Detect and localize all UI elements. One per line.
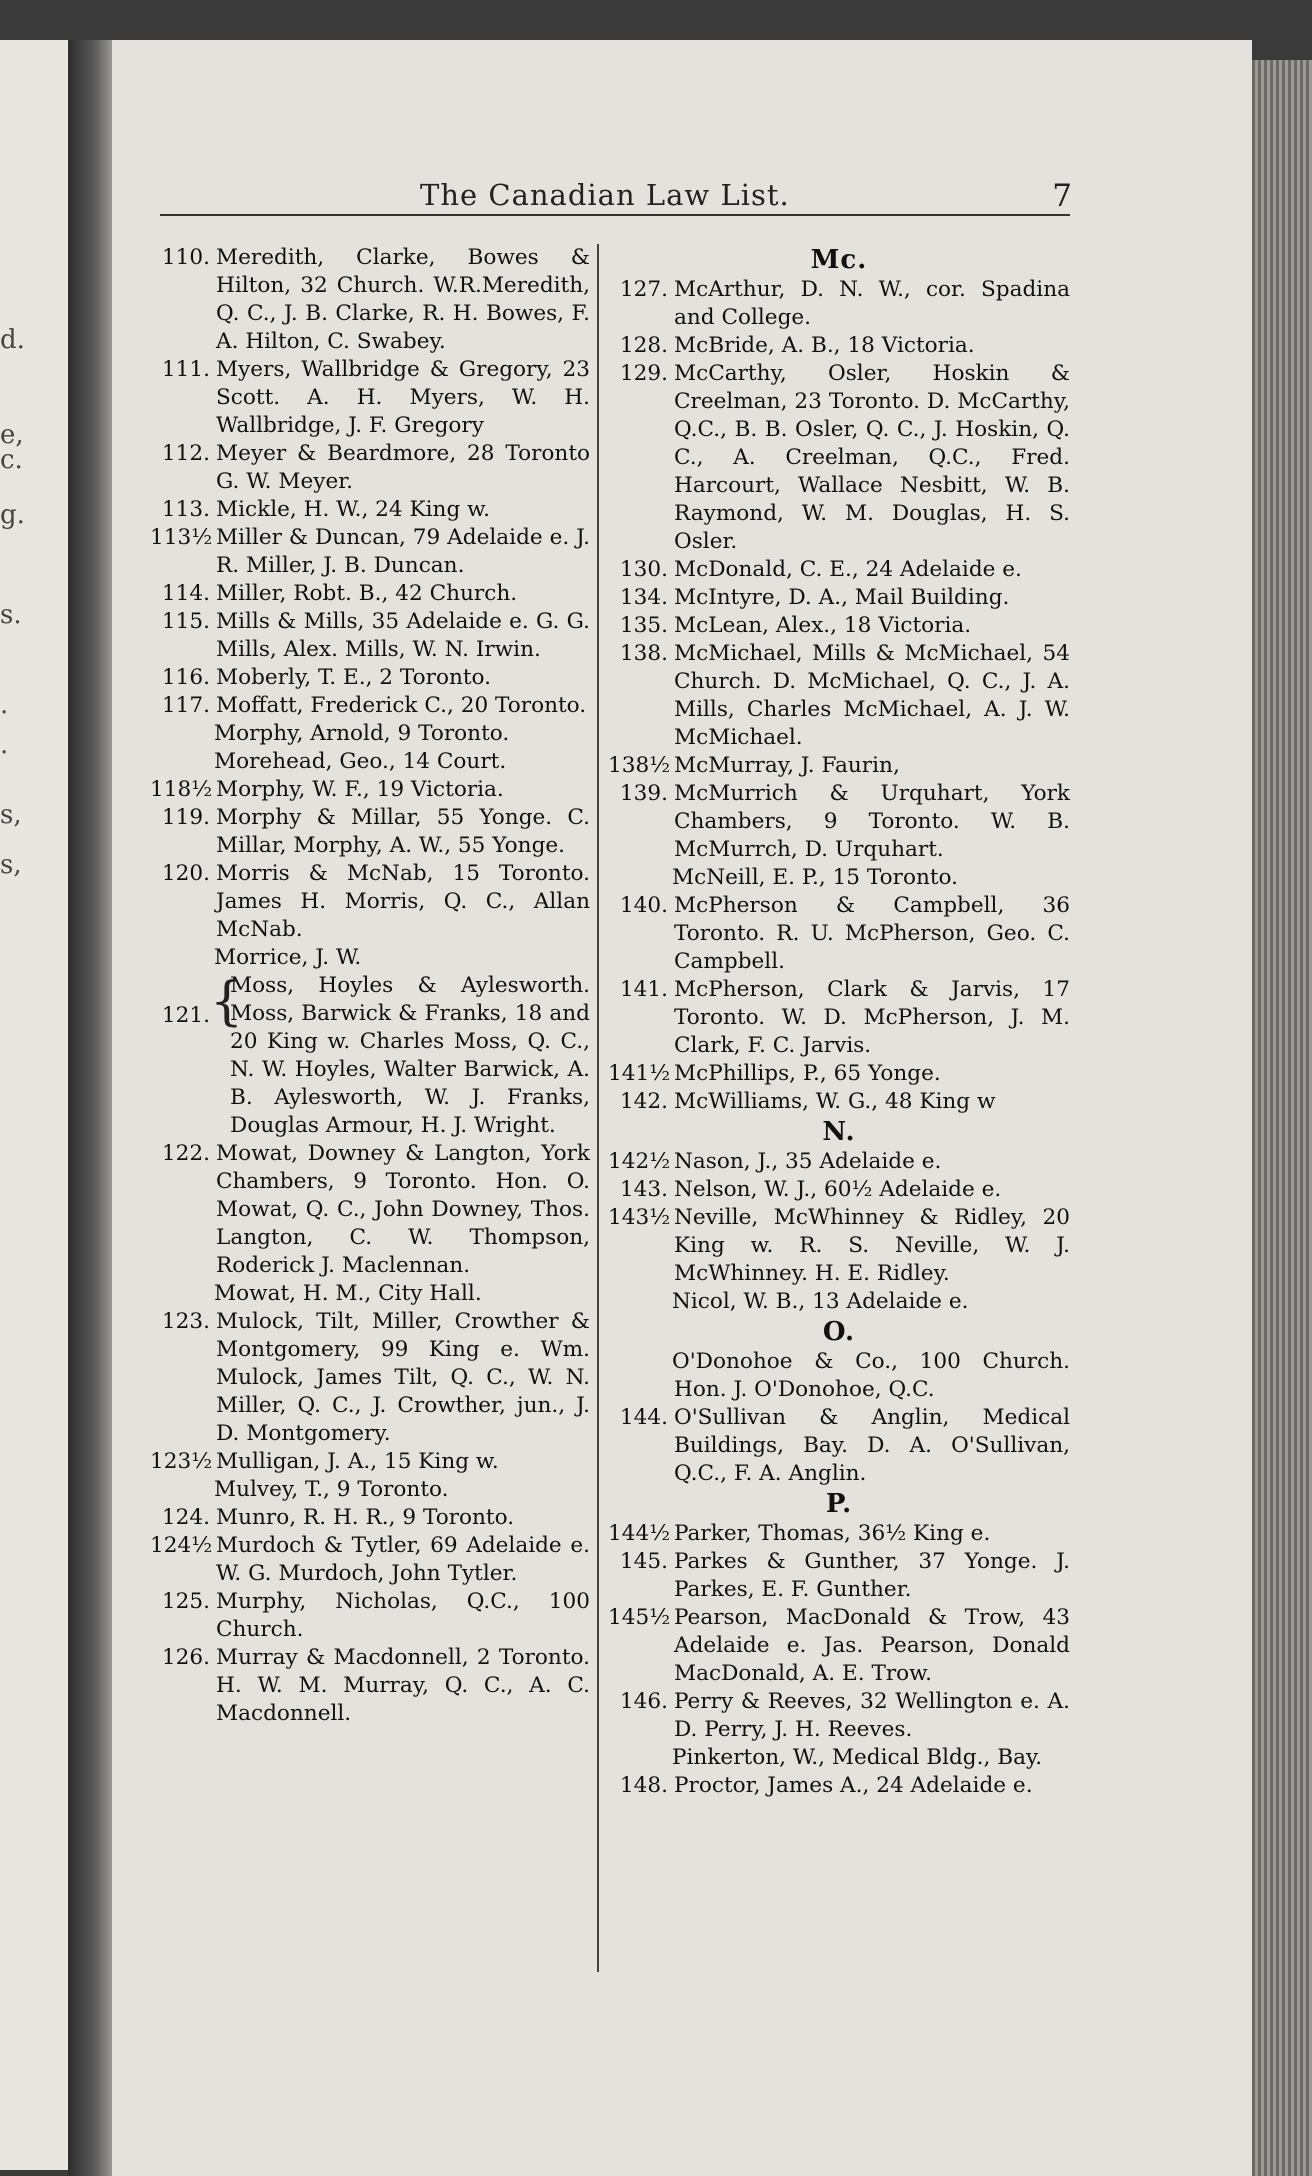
- directory-entry: [150, 1308, 590, 1448]
- directory-entry: [608, 332, 1070, 360]
- entry-text: Mowat, H. M., City Hall.: [214, 1281, 482, 1306]
- directory-entry: [608, 1176, 1070, 1204]
- entry-text: McPherson & Campbell, 36 Toronto. R. U. McPherson, Geo. C. Campbell.: [674, 893, 1070, 974]
- directory-entry: [608, 864, 1070, 892]
- letter-heading: O.: [822, 1317, 856, 1347]
- entry-text: Parkes & Gunther, 37 Yonge. J. Parkes, E. F. Gunther.: [674, 1549, 1070, 1602]
- facing-page-fragment: d.: [0, 325, 25, 355]
- entry-text: Murphy, Nicholas, Q.C., 100 Church.: [216, 1589, 590, 1642]
- running-header: [160, 178, 1080, 218]
- directory-entry: [608, 780, 1070, 864]
- entry-text: Nicol, W. B., 13 Adelaide e.: [672, 1289, 969, 1314]
- entry-number: 138.: [619, 641, 668, 666]
- directory-entry: [150, 356, 590, 440]
- entry-number: 142½: [608, 1149, 671, 1174]
- directory-entry: [608, 640, 1070, 752]
- entry-text: McBride, A. B., 18 Victoria.: [674, 333, 975, 358]
- entry-number: 118½: [150, 777, 213, 802]
- entry-number: 141½: [608, 1061, 671, 1086]
- entry-number: 124.: [161, 1505, 210, 1530]
- directory-entry: [608, 1772, 1070, 1800]
- entry-text: Mowat, Downey & Langton, York Chambers, 9 Toronto. Hon. O. Mowat, Q. C., John Downey, Thos. Langton, C. W. Thompson, Roderick J. Maclennan.: [216, 1141, 590, 1278]
- entry-text: Moss, Hoyles & Aylesworth. Moss, Barwick & Franks, 18 and 20 King w. Charles Moss, Q. C., N. W. Hoyles, Walter Barwick, A. B. Aylesworth, W. J. Franks, Douglas Armour, H. J. Wright.: [230, 973, 590, 1138]
- entry-text: Mulock, Tilt, Miller, Crowther & Montgomery, 99 King e. Wm. Mulock, James Tilt, Q. C., W. N. Miller, Q. C., J. Crowther, jun., J. D. Montgomery.: [216, 1309, 590, 1446]
- entry-number: 145.: [619, 1549, 668, 1574]
- directory-entry: [150, 1280, 590, 1308]
- directory-entry: [150, 860, 590, 944]
- entry-text: Myers, Wallbridge & Gregory, 23 Scott. A. H. Myers, W. H. Wallbridge, J. F. Gregory: [216, 357, 590, 438]
- entry-number: 145½: [608, 1605, 671, 1630]
- directory-entry: [150, 1140, 590, 1280]
- directory-entry: [608, 276, 1070, 332]
- brace-mark: {: [210, 972, 244, 1032]
- entry-text: O'Donohoe & Co., 100 Church. Hon. J. O'Donohoe, Q.C.: [672, 1349, 1070, 1402]
- entry-text: Miller & Duncan, 79 Adelaide e. J. R. Miller, J. B. Duncan.: [216, 525, 590, 578]
- entry-text: Morphy & Millar, 55 Yonge. C. Millar, Morphy, A. W., 55 Yonge.: [216, 805, 590, 858]
- entry-text: McDonald, C. E., 24 Adelaide e.: [674, 557, 1022, 582]
- facing-page-fragment: e,: [0, 420, 24, 450]
- entry-number: 112.: [161, 441, 210, 466]
- entry-number: 140.: [619, 893, 668, 918]
- entry-number: 113.: [161, 497, 210, 522]
- entry-text: Moffatt, Frederick C., 20 Toronto.: [216, 693, 587, 718]
- entry-number: 135.: [619, 613, 668, 638]
- entry-text: McArthur, D. N. W., cor. Spadina and College.: [674, 277, 1070, 330]
- entry-text: McWilliams, W. G., 48 King w: [674, 1089, 996, 1114]
- directory-entry: [150, 1476, 590, 1504]
- entry-text: O'Sullivan & Anglin, Medical Buildings, Bay. D. A. O'Sullivan, Q.C., F. A. Anglin.: [674, 1405, 1070, 1486]
- directory-entry: [608, 612, 1070, 640]
- directory-entry: [608, 1088, 1070, 1116]
- entry-text: McNeill, E. P., 15 Toronto.: [672, 865, 959, 890]
- entry-number: 144½: [608, 1521, 671, 1546]
- entry-number: 119.: [161, 805, 210, 830]
- directory-entry: [150, 1448, 590, 1476]
- directory-entry: [608, 1548, 1070, 1604]
- header-rule: [160, 214, 1070, 216]
- entry-text: McMichael, Mills & McMichael, 54 Church. D. McMichael, Q. C., J. A. Mills, Charles McMichael, A. J. W. McMichael.: [674, 641, 1070, 750]
- letter-heading: N.: [822, 1117, 856, 1147]
- entry-number: 113½: [150, 525, 213, 550]
- directory-entry: [150, 944, 590, 972]
- entry-number: 123½: [150, 1449, 213, 1474]
- directory-entry: [150, 524, 590, 580]
- entry-number: 127.: [619, 277, 668, 302]
- letter-heading: Mc.: [810, 245, 868, 275]
- entry-text: McLean, Alex., 18 Victoria.: [674, 613, 972, 638]
- entry-number: 148.: [619, 1773, 668, 1798]
- entry-number: 124½: [150, 1533, 213, 1558]
- directory-entry: [150, 748, 590, 776]
- directory-entry: [150, 720, 590, 748]
- entry-number: 122.: [161, 1141, 210, 1166]
- entry-text: Morehead, Geo., 14 Court.: [214, 749, 507, 774]
- entry-text: Nelson, W. J., 60½ Adelaide e.: [674, 1177, 1002, 1202]
- entry-text: Mills & Mills, 35 Adelaide e. G. G. Mills, Alex. Mills, W. N. Irwin.: [216, 609, 590, 662]
- directory-entry: [150, 1644, 590, 1728]
- entry-number: 143½: [608, 1205, 671, 1230]
- page-edges: [1252, 60, 1312, 2176]
- entry-number: 116.: [161, 665, 210, 690]
- directory-entry: [150, 440, 590, 496]
- entry-text: Mulligan, J. A., 15 King w.: [216, 1449, 499, 1474]
- entry-text: Meyer & Beardmore, 28 Toronto G. W. Meyer.: [216, 441, 590, 494]
- directory-entry: [608, 556, 1070, 584]
- directory-entry: [608, 1148, 1070, 1176]
- entry-text: Murray & Macdonnell, 2 Toronto. H. W. M. Murray, Q. C., A. C. Macdonnell.: [216, 1645, 590, 1726]
- right-column: [608, 244, 1070, 1800]
- directory-entry: [608, 1688, 1070, 1744]
- entry-number: 128.: [619, 333, 668, 358]
- entry-text: Nason, J., 35 Adelaide e.: [674, 1149, 942, 1174]
- directory-entry: [150, 608, 590, 664]
- directory-entry: [608, 584, 1070, 612]
- entry-number: 115.: [161, 609, 210, 634]
- entry-text: Munro, R. H. R., 9 Toronto.: [216, 1505, 515, 1530]
- entry-number: 117.: [161, 693, 210, 718]
- directory-entry: [608, 1404, 1070, 1488]
- letter-heading: P.: [825, 1489, 853, 1519]
- directory-entry: [150, 580, 590, 608]
- facing-page-fragment: g.: [0, 500, 25, 530]
- entry-text: McCarthy, Osler, Hoskin & Creelman, 23 Toronto. D. McCarthy, Q.C., B. B. Osler, Q. C., J. Hoskin, Q. C., A. Creelman, Q.C., Fred. Harcourt, Wallace Nesbitt, W. B. Raymond, W. M. Douglas, H. S. Osler.: [674, 361, 1070, 554]
- entry-number: 121.: [161, 1003, 210, 1028]
- entry-number: 126.: [161, 1645, 210, 1670]
- directory-entry: [608, 976, 1070, 1060]
- entry-number: 129.: [619, 361, 668, 386]
- directory-entry: [150, 664, 590, 692]
- column-divider: [597, 244, 599, 1972]
- directory-entry: [150, 972, 590, 1140]
- entry-text: McMurrich & Urquhart, York Chambers, 9 Toronto. W. B. McMurrch, D. Urquhart.: [674, 781, 1070, 862]
- page-number: 7: [1052, 178, 1072, 214]
- facing-page-fragment: s,: [0, 850, 22, 880]
- facing-page-fragment: s,: [0, 800, 22, 830]
- directory-entry: [150, 804, 590, 860]
- entry-text: McPhillips, P., 65 Yonge.: [674, 1061, 941, 1086]
- entry-text: Mulvey, T., 9 Toronto.: [214, 1477, 449, 1502]
- facing-page-edge: [0, 40, 68, 2170]
- directory-entry: [150, 776, 590, 804]
- entry-text: Morphy, Arnold, 9 Toronto.: [214, 721, 510, 746]
- entry-text: Morris & McNab, 15 Toronto. James H. Morris, Q. C., Allan McNab.: [216, 861, 590, 942]
- directory-entry: [608, 892, 1070, 976]
- directory-entry: [608, 1348, 1070, 1404]
- entry-number: 142.: [619, 1089, 668, 1114]
- directory-entry: [608, 1604, 1070, 1688]
- entry-text: Perry & Reeves, 32 Wellington e. A. D. Perry, J. H. Reeves.: [674, 1689, 1070, 1742]
- entry-number: 139.: [619, 781, 668, 806]
- entry-number: 146.: [619, 1689, 668, 1714]
- directory-entry: [608, 1060, 1070, 1088]
- directory-entry: [608, 1744, 1070, 1772]
- entry-number: 134.: [619, 585, 668, 610]
- entry-text: Pearson, MacDonald & Trow, 43 Adelaide e. Jas. Pearson, Donald MacDonald, A. E. Trow.: [674, 1605, 1070, 1686]
- entry-number: 120.: [161, 861, 210, 886]
- directory-entry: [608, 360, 1070, 556]
- directory-entry: [150, 1532, 590, 1588]
- entry-text: Meredith, Clarke, Bowes & Hilton, 32 Church. W.R.Meredith, Q. C., J. B. Clarke, R. H. Bowes, F. A. Hilton, C. Swabey.: [216, 245, 590, 354]
- directory-entry: [150, 692, 590, 720]
- directory-entry: [150, 1588, 590, 1644]
- entry-text: Miller, Robt. B., 42 Church.: [216, 581, 518, 606]
- entry-number: 144.: [619, 1405, 668, 1430]
- entry-text: Moberly, T. E., 2 Toronto.: [216, 665, 492, 690]
- facing-page-fragment: .: [0, 730, 9, 760]
- entry-text: McMurray, J. Faurin,: [674, 753, 900, 778]
- page-title: The Canadian Law List.: [420, 178, 790, 212]
- entry-number: 110.: [161, 245, 210, 270]
- entry-text: Morphy, W. F., 19 Victoria.: [216, 777, 504, 802]
- entry-number: 141.: [619, 977, 668, 1002]
- entry-text: Murdoch & Tytler, 69 Adelaide e. W. G. Murdoch, John Tytler.: [216, 1533, 590, 1586]
- entry-text: Parker, Thomas, 36½ King e.: [674, 1521, 991, 1546]
- entry-text: Mickle, H. W., 24 King w.: [216, 497, 490, 522]
- entry-number: 111.: [161, 357, 210, 382]
- entry-number: 114.: [161, 581, 210, 606]
- facing-page-fragment: .: [0, 690, 9, 720]
- directory-entry: [150, 496, 590, 524]
- directory-entry: [608, 1288, 1070, 1316]
- directory-entry: [150, 1504, 590, 1532]
- facing-page-fragment: c.: [0, 445, 23, 475]
- entry-text: Proctor, James A., 24 Adelaide e.: [674, 1773, 1033, 1798]
- directory-entry: [608, 1520, 1070, 1548]
- facing-page-fragment: s.: [0, 600, 22, 630]
- entry-number: 130.: [619, 557, 668, 582]
- directory-entry: [608, 1204, 1070, 1288]
- entry-number: 123.: [161, 1309, 210, 1334]
- entry-text: Pinkerton, W., Medical Bldg., Bay.: [672, 1745, 1043, 1770]
- entry-text: Neville, McWhinney & Ridley, 20 King w. R. S. Neville, W. J. McWhinney. H. E. Ridley.: [674, 1205, 1070, 1286]
- book-gutter: [68, 40, 112, 2176]
- entry-text: Morrice, J. W.: [214, 945, 362, 970]
- entry-text: McPherson, Clark & Jarvis, 17 Toronto. W. D. McPherson, J. M. Clark, F. C. Jarvis.: [674, 977, 1070, 1058]
- entry-number: 143.: [619, 1177, 668, 1202]
- entry-text: McIntyre, D. A., Mail Building.: [674, 585, 1010, 610]
- directory-entry: [150, 244, 590, 356]
- left-column: [150, 244, 590, 1728]
- entry-number: 138½: [608, 753, 671, 778]
- entry-number: 125.: [161, 1589, 210, 1614]
- directory-entry: [608, 752, 1070, 780]
